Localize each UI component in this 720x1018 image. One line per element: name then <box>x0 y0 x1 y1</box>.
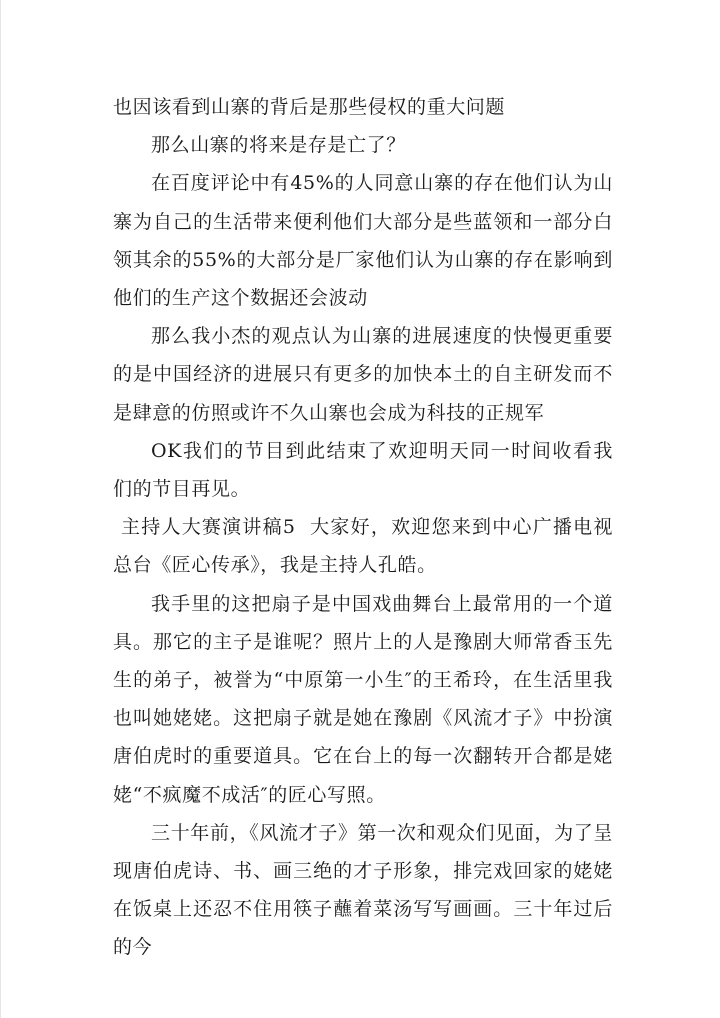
paragraph: 我手里的这把扇子是中国戏曲舞台上最常用的一个道具。那它的主子是谁呢？照片上的人是豫剧大师常香玉先生的弟子，被誉为“中原第一小生″的王希玲，在生活里我也叫她姥姥。这把扇子就是她在豫剧《风流才子》中扮演唐伯虎时的重要道具。它在台上的每一次翻转开合都是姥姥“不疯魔不成活″的匠心写照。 <box>113 592 613 806</box>
paragraph: 那么山寨的将来是存是亡了？ <box>151 134 406 157</box>
paragraph: 那么我小杰的观点认为山寨的进展速度的快慢更重要的是中国经济的进展只有更多的加快本土的自主研发而不是肆意的仿照或许不久山寨也会成为科技的正规军 <box>113 325 613 424</box>
document-body <box>113 88 613 967</box>
paragraph: 在百度评论中有45%的人同意山寨的存在他们认为山寨为自己的生活带来便利他们大部分是些蓝领和一部分白领其余的55%的大部分是厂家他们认为山寨的存在影响到他们的生产这个数据还会波动 <box>113 172 613 310</box>
section-heading: 主持人大赛演讲稿5 <box>121 516 296 539</box>
section-paragraph <box>113 508 613 584</box>
section-text: 大家好，欢迎您来到中心广播电视总台《匠心传承》，我是主持人孔皓。 <box>113 516 613 577</box>
paragraph: 三十年前，《风流才子》第一次和观众们见面，为了呈现唐伯虎诗、书、画三绝的才子形象，排完戏回家的姥姥在饭桌上还忍不住用筷子蘸着菜汤写写画画。三十年过后的今 <box>113 821 613 959</box>
paragraph: OK我们的节目到此结束了欢迎明天同一时间收看我们的节目再见。 <box>113 439 613 501</box>
paragraph: 也因该看到山寨的背后是那些侵权的重大问题 <box>113 96 506 118</box>
